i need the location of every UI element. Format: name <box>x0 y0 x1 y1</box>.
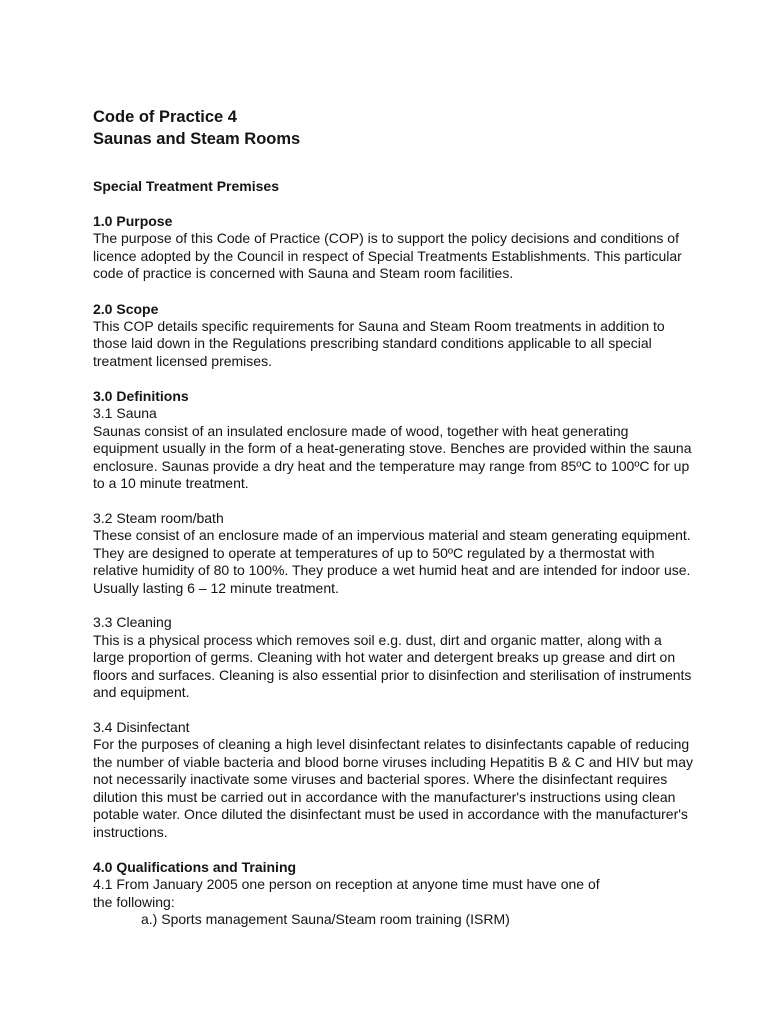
title-line-1: Code of Practice 4 <box>93 108 237 126</box>
section-heading: 3.0 Definitions <box>93 388 189 404</box>
section-heading: 1.0 Purpose <box>93 213 173 229</box>
subsection-heading: 3.3 Cleaning <box>93 614 172 630</box>
definition-cleaning <box>93 614 693 702</box>
section-definitions <box>93 387 693 841</box>
definition-steam-room <box>93 510 693 598</box>
definition-sauna <box>93 405 693 493</box>
section-scope <box>93 300 693 371</box>
subsection-text: For the purposes of cleaning a high level disinfectant relates to disinfectants capable of reducing the number of viable bacteria and blood borne viruses including Hepatitis B & C and HIV but may not necessarily inactivate some viruses and bacterial spores. Where the disinfectant requires dilution this must be carried out in accordance with the manufacturer's instructions using clean potable water. Once diluted the disinfectant must be used in accordance with the manufacturer's instructions. <box>93 736 694 840</box>
section-text: The purpose of this Code of Practice (COP) is to support the policy decisions and conditions of licence adopted by the Council in respect of Special Treatments Establishments. This particular code of practice is concerned with Sauna and Steam room facilities. <box>93 230 682 281</box>
subsection-text: These consist of an enclosure made of an impervious material and steam generating equipment. They are designed to operate at temperatures of up to 50ºC regulated by a thermostat with relative humidity of 80 to 100%. They produce a wet humid heat and are intended for indoor use. Usually lasting 6 – 12 minute treatment. <box>93 527 691 596</box>
section-heading: 4.0 Qualifications and Training <box>93 859 297 875</box>
subsection-text: Saunas consist of an insulated enclosure made of wood, together with heat generating equipment usually in the form of a heat-generating stove. Benches are provided within the sauna enclosure. Saunas provide a dry heat and the temperature may range from 85ºC to 100ºC for up to a 10 minute treatment. <box>93 422 692 491</box>
section-qualifications <box>93 858 693 929</box>
section-heading: 2.0 Scope <box>93 300 159 317</box>
subsection-heading: 3.2 Steam room/bath <box>93 509 224 526</box>
section-purpose <box>93 212 693 283</box>
document-title <box>93 106 693 150</box>
qualifications-line-1: 4.1 From January 2005 one person on reception at anyone time must have one of <box>93 876 600 892</box>
document-body <box>93 106 693 929</box>
subsection-heading: 3.1 Sauna <box>93 405 157 421</box>
definition-disinfectant <box>93 719 693 842</box>
list-item: a.) Sports management Sauna/Steam room training (ISRM) <box>141 911 510 927</box>
title-line-2: Saunas and Steam Rooms <box>93 130 301 148</box>
qualifications-line-2: the following: <box>93 893 175 910</box>
document-subtitle: Special Treatment Premises <box>93 178 279 194</box>
section-text: This COP details specific requirements for Sauna and Steam Room treatments in addition to those laid down in the Regulations prescribing standard conditions applicable to all special treatment licensed premises. <box>93 317 665 369</box>
subsection-text: This is a physical process which removes soil e.g. dust, dirt and organic matter, along with a large proportion of germs. Cleaning with hot water and detergent breaks up grease and dirt on floors and surfaces. Cleaning is also essential prior to disinfection and sterilisation of instruments and equipment. <box>93 631 692 700</box>
subsection-heading: 3.4 Disinfectant <box>93 718 190 735</box>
